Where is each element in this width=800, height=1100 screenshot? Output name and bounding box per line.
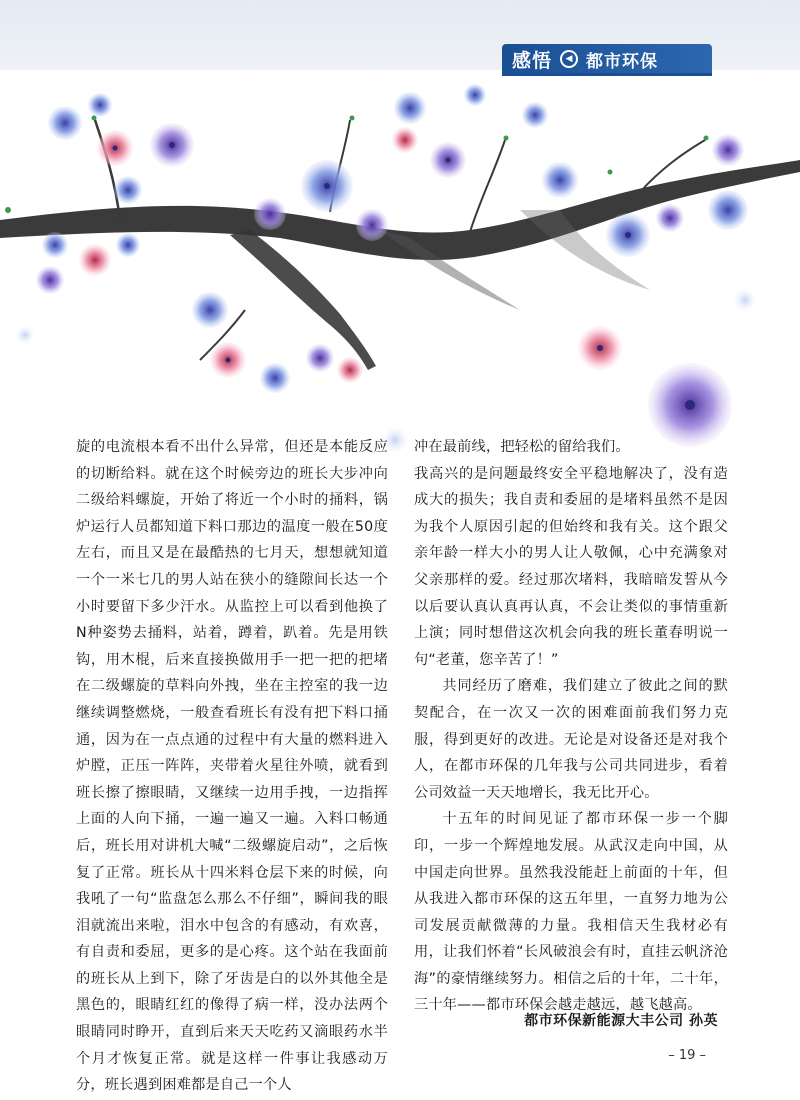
page-number: – 19 – — [668, 1048, 706, 1063]
section-main-title: 感悟 — [512, 49, 553, 72]
blossom-stamens — [113, 142, 696, 410]
section-subtitle: 都市环保 — [586, 51, 659, 72]
blossom-branch-illustration — [0, 60, 800, 460]
right-paragraph-4: 十五年的时间见证了都市环保一步一个脚印，一步一个辉煌地发展。从武汉走向中国，从中国走向世界。虽然我没能赶上前面的十年，但从我进入都市环保的这五年里，一直努力地为公司发展贡献微薄的力量。我相信天生我材必有用，让我们怀着“长风破浪会有时，直挂云帆济沧海”的豪情继续努力。相信之后的十年，二十年，三十年——都市环保会越走越远，越飞越高。 — [414, 811, 728, 1014]
right-paragraph-1: 冲在最前线，把轻松的留给我们。 — [414, 439, 630, 455]
article-right-column — [414, 434, 728, 1019]
author-signature: 都市环保新能源大丰公司 孙英 — [524, 1013, 718, 1029]
blossom-cluster — [15, 84, 757, 454]
article-left-column — [76, 434, 388, 1099]
right-paragraph-3: 共同经历了磨难，我们建立了彼此之间的默契配合，在一次又一次的困难面前我们努力克服，得到更好的改进。无论是对设备还是对我个人，在都市环保的几年我与公司共同进步，看着公司效益一天天地增长，我无比开心。 — [414, 678, 728, 801]
twig-3 — [470, 140, 505, 232]
left-column-text: 旋的电流根本看不出什么异常，但还是本能反应的切断给料。就在这个时候旁边的班长大步冲向二级给料螺旋，开始了将近一个小时的捅料，锅炉运行人员都知道下料口那边的温度一般在50度左右，而且又是在最酷热的七月天，想想就知道一个一米七几的男人站在狭小的缝隙间长达一个小时要留下多少汗水。从监控上可以看到他换了N种姿势去捅料，站着，蹲着，趴着。先是用铁钩，用木棍，后来直接换做用手一把一把的把堵在二级螺旋的草料向外拽，坐在主控室的我一边继续调整燃烧，一般查看班长有没有把下料口捅通，因为在一点点通的过程中有大量的燃料进入炉膛，正压一阵阵，夹带着火星往外喷，就看到班长擦了擦眼睛，又继续一边用手拽，一边指挥上面的人向下捅，一遍一遍又一遍。入料口畅通后，班长用对讲机大喊“二级螺旋启动”，之后恢复了正常。班长从十四米料仓层下来的时候，向我吼了一句“监盘怎么那么不仔细”，瞬间我的眼泪就流出来啦，泪水中包含的有感动，有欢喜，有自责和委屈，更多的是心疼。这个站在我面前的班长从上到下，除了牙齿是白的以外其他全是黑色的，眼睛红红的像得了病一样，没办法两个眼睛同时睁开，直到后来天天吃药又滴眼药水半个月才恢复正常。就是这样一件事让我感动万分，班长遇到困难都是自己一个人 — [76, 439, 388, 1094]
right-paragraph-2: 我高兴的是问题最终安全平稳地解决了，没有造成大的损失；我自责和委屈的是堵料虽然不是因为我个人原因引起的但始终和我有关。这个跟父亲年龄一样大小的男人让人敬佩，心中充满象对父亲那样的爱。经过那次堵料，我暗暗发誓从今以后要认真认真再认真，不会让类似的事情重新上演；同时想借这次机会向我的班长董春明说一句“老董，您辛苦了！” — [414, 465, 728, 668]
play-circle-icon: ◀ — [560, 50, 578, 68]
